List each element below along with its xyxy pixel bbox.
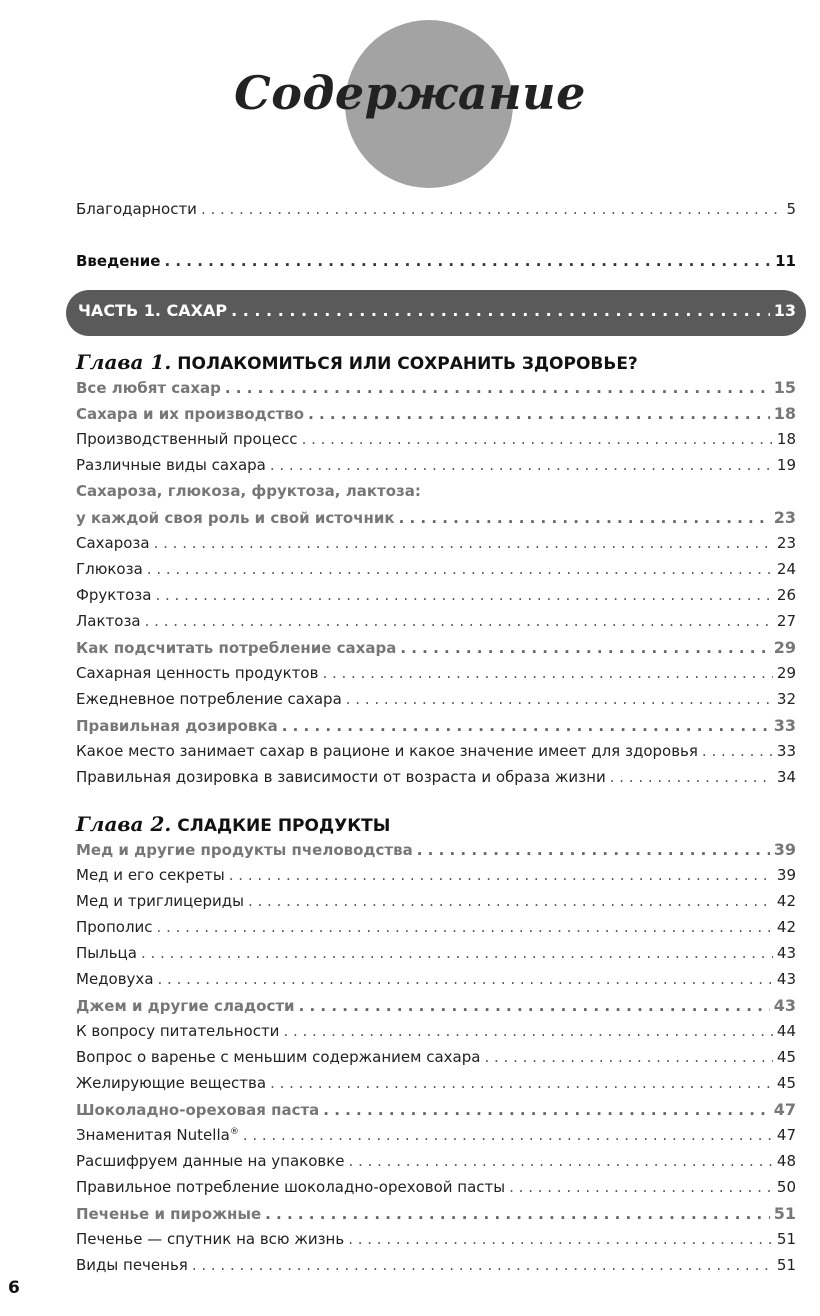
toc-entry-label: Благодарности <box>76 200 197 218</box>
toc-entry-page: 42 <box>776 918 796 936</box>
toc-section[interactable] <box>76 508 796 532</box>
toc-entry-page: 23 <box>773 508 796 527</box>
toc-entry[interactable] <box>76 430 796 454</box>
toc-entry-label: Вопрос о варенье с меньшим содержанием сахара <box>76 1048 481 1066</box>
leader-dots <box>164 252 771 270</box>
leader-dots <box>225 379 770 397</box>
registered-mark: ® <box>229 1127 239 1137</box>
toc-entry-page: 33 <box>776 742 796 760</box>
toc-entry-page: 29 <box>776 664 796 682</box>
toc-entry[interactable] <box>76 1152 796 1176</box>
toc-entry[interactable] <box>76 664 796 688</box>
leader-dots <box>229 866 773 884</box>
part-page: 13 <box>773 301 796 320</box>
toc-entry-page: 19 <box>776 456 796 474</box>
leader-dots <box>349 1152 773 1170</box>
toc-entry[interactable] <box>76 612 796 636</box>
toc-entry-label: Виды печенья <box>76 1256 188 1274</box>
chapter-title: СЛАДКИЕ ПРОДУКТЫ <box>177 816 391 836</box>
toc-entry-label: Сахарная ценность продуктов <box>76 664 319 682</box>
toc-entry[interactable] <box>76 866 796 890</box>
leader-dots <box>231 301 770 320</box>
toc-section[interactable] <box>76 482 796 506</box>
toc-entry-page: 34 <box>776 768 796 786</box>
leader-dots <box>323 1101 769 1119</box>
toc-entry-page: 33 <box>773 716 796 735</box>
leader-dots <box>322 664 772 682</box>
toc-entry-label: Ежедневное потребление сахара <box>76 690 342 708</box>
toc-entry[interactable] <box>76 1230 796 1254</box>
toc-entry[interactable] <box>76 1126 796 1150</box>
leader-dots <box>243 1126 773 1144</box>
toc-entry[interactable] <box>76 200 796 224</box>
toc-entry-page: 32 <box>776 690 796 708</box>
toc-entry-label: Медовуха <box>76 970 154 988</box>
leader-dots <box>346 690 773 708</box>
toc-entry-label: Производственный процесс <box>76 430 298 448</box>
toc-entry[interactable] <box>76 690 796 714</box>
toc-entry-page: 18 <box>776 430 796 448</box>
toc-section[interactable] <box>76 638 796 662</box>
toc-entry-label: у каждой своя роль и свой источник <box>76 509 395 527</box>
toc-entry-page: 24 <box>776 560 796 578</box>
part-banner[interactable] <box>66 290 806 336</box>
toc-section[interactable] <box>76 1204 796 1228</box>
chapter-prefix: Глава 2. <box>76 812 172 836</box>
toc-entry-label: Печенье и пирожные <box>76 1205 262 1223</box>
toc-entry[interactable] <box>76 252 796 276</box>
toc-section[interactable] <box>76 404 796 428</box>
chapter-2-heading <box>76 812 390 836</box>
part-label: ЧАСТЬ 1. САХАР <box>78 301 228 320</box>
leader-dots <box>400 639 769 657</box>
toc-entry-label-text: Знаменитая Nutella <box>76 1126 230 1144</box>
toc-entry[interactable] <box>76 534 796 558</box>
part-entry <box>78 301 796 325</box>
leader-dots <box>302 430 773 448</box>
toc-entry-label: Мед и его секреты <box>76 866 225 884</box>
toc-entry-label: Мед и другие продукты пчеловодства <box>76 841 413 859</box>
toc-entry-label: Правильное потребление шоколадно-ореховой пасты <box>76 1178 506 1196</box>
toc-entry-page: 45 <box>776 1074 796 1092</box>
toc-entry-label <box>76 1126 239 1144</box>
toc-entry[interactable] <box>76 1256 796 1280</box>
toc-entry[interactable] <box>76 586 796 610</box>
leader-dots <box>158 970 773 988</box>
toc-entry-page: 44 <box>776 1022 796 1040</box>
toc-entry-label: Фруктоза <box>76 586 152 604</box>
toc-entry-label: Какое место занимает сахар в рационе и какое значение имеет для здоровья <box>76 742 698 760</box>
toc-entry-page: 27 <box>776 612 796 630</box>
leader-dots <box>248 892 773 910</box>
toc-entry-label: Шоколадно-ореховая паста <box>76 1101 320 1119</box>
chapter-1-heading <box>76 350 638 374</box>
toc-entry[interactable] <box>76 768 796 792</box>
toc-entry[interactable] <box>76 1022 796 1046</box>
toc-entry-label: Введение <box>76 252 161 270</box>
toc-entry-label: К вопросу питательности <box>76 1022 280 1040</box>
leader-dots <box>157 918 773 936</box>
leader-dots <box>282 717 770 735</box>
toc-entry-label: Как подсчитать потребление сахара <box>76 639 397 657</box>
toc-entry-page: 15 <box>773 378 796 397</box>
toc-entry-page: 43 <box>776 970 796 988</box>
toc-entry-label: Печенье — спутник на всю жизнь <box>76 1230 345 1248</box>
toc-entry-page: 11 <box>775 252 796 270</box>
toc-entry-page: 29 <box>773 638 796 657</box>
toc-entry-page: 26 <box>776 586 796 604</box>
page-title: Содержание <box>234 66 586 120</box>
toc-entry[interactable] <box>76 970 796 994</box>
leader-dots <box>610 768 773 786</box>
toc-section[interactable] <box>76 378 796 402</box>
toc-entry-label: Сахароза <box>76 534 150 552</box>
toc-entry[interactable] <box>76 1178 796 1202</box>
toc-entry-page: 43 <box>776 944 796 962</box>
page-number: 6 <box>8 1278 20 1298</box>
toc-entry-page: 45 <box>776 1048 796 1066</box>
toc-entry[interactable] <box>76 944 796 968</box>
toc-section[interactable] <box>76 716 796 740</box>
toc-entry-page: 47 <box>773 1100 796 1119</box>
leader-dots <box>141 944 773 962</box>
toc-section[interactable] <box>76 840 796 864</box>
toc-section[interactable] <box>76 1100 796 1124</box>
toc-entry-label: Джем и другие сладости <box>76 997 295 1015</box>
toc-entry-label: Правильная дозировка <box>76 717 278 735</box>
leader-dots <box>147 560 773 578</box>
leader-dots <box>399 509 770 527</box>
toc-entry-label: Прополис <box>76 918 153 936</box>
toc-entry-page: 43 <box>773 996 796 1015</box>
leader-dots <box>192 1256 773 1274</box>
toc-entry[interactable] <box>76 918 796 942</box>
toc-entry-page: 18 <box>773 404 796 423</box>
leader-dots <box>299 997 770 1015</box>
toc-entry[interactable] <box>76 456 796 480</box>
toc-entry[interactable] <box>76 1074 796 1098</box>
leader-dots <box>484 1048 772 1066</box>
leader-dots <box>155 586 772 604</box>
toc-entry[interactable] <box>76 892 796 916</box>
toc-entry-label: Сахара и их производство <box>76 405 305 423</box>
toc-entry[interactable] <box>76 560 796 584</box>
toc-entry-page: 51 <box>776 1256 796 1274</box>
toc-entry-label: Сахароза, глюкоза, фруктоза, лактоза: <box>76 482 421 500</box>
leader-dots <box>348 1230 773 1248</box>
toc-entry-page: 48 <box>776 1152 796 1170</box>
chapter-prefix: Глава 1. <box>76 350 172 374</box>
leader-dots <box>270 1074 773 1092</box>
toc-entry-page: 47 <box>776 1126 796 1144</box>
leader-dots <box>265 1205 770 1223</box>
toc-entry[interactable] <box>76 1048 796 1072</box>
leader-dots <box>417 841 770 859</box>
leader-dots <box>702 742 773 760</box>
leader-dots <box>201 200 783 218</box>
leader-dots <box>283 1022 772 1040</box>
leader-dots <box>270 456 773 474</box>
leader-dots <box>308 405 770 423</box>
toc-entry-page: 23 <box>776 534 796 552</box>
toc-entry-label: Все любят сахар <box>76 379 221 397</box>
toc-entry-page: 39 <box>776 866 796 884</box>
toc-entry-label: Различные виды сахара <box>76 456 266 474</box>
toc-entry-page: 42 <box>776 892 796 910</box>
toc-entry[interactable] <box>76 742 796 766</box>
leader-dots <box>145 612 773 630</box>
toc-entry-label: Правильная дозировка в зависимости от возраста и образа жизни <box>76 768 606 786</box>
toc-entry-label: Глюкоза <box>76 560 143 578</box>
toc-section[interactable] <box>76 996 796 1020</box>
leader-dots <box>509 1178 773 1196</box>
toc-entry-page: 5 <box>786 200 796 218</box>
toc-entry-label: Расшифруем данные на упаковке <box>76 1152 345 1170</box>
toc-entry-label: Лактоза <box>76 612 141 630</box>
toc-entry-page: 50 <box>776 1178 796 1196</box>
toc-entry-label: Мед и триглицериды <box>76 892 244 910</box>
toc-entry-label: Пыльца <box>76 944 137 962</box>
toc-entry-page: 51 <box>776 1230 796 1248</box>
toc-entry-label: Желирующие вещества <box>76 1074 267 1092</box>
chapter-title: ПОЛАКОМИТЬСЯ ИЛИ СОХРАНИТЬ ЗДОРОВЬЕ? <box>177 354 638 374</box>
leader-dots <box>154 534 773 552</box>
toc-entry-page: 51 <box>773 1204 796 1223</box>
toc-entry-page: 39 <box>773 840 796 859</box>
